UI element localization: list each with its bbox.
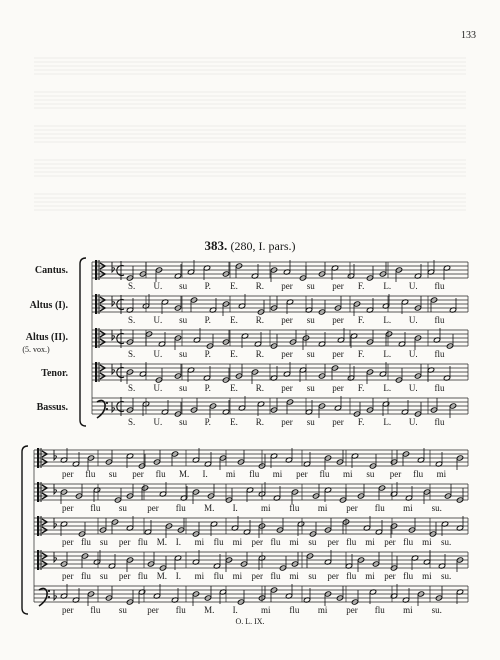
lyric-syllable: per bbox=[118, 537, 131, 547]
lyric-syllable: S. bbox=[128, 315, 136, 325]
lyric-syllable: M. bbox=[156, 537, 168, 547]
lyric-syllable: P. bbox=[204, 383, 211, 393]
lyric-syllable: flu bbox=[270, 571, 281, 581]
lyric-syllable: E. bbox=[230, 281, 238, 291]
system2-clef-2 bbox=[37, 516, 39, 536]
lyric-syllable: F. bbox=[357, 315, 365, 325]
lyric-syllable: per bbox=[281, 417, 293, 427]
lyric-syllable: U. bbox=[153, 281, 163, 291]
lyric-syllable: flu bbox=[434, 349, 445, 359]
lyric-syllable: R. bbox=[255, 349, 264, 359]
lyric-syllable: su bbox=[179, 383, 188, 393]
lyric-syllable: mi bbox=[365, 537, 375, 547]
lyric-syllable: per bbox=[332, 383, 344, 393]
lyric-syllable: flu bbox=[346, 537, 357, 547]
lyric-syllable: P. bbox=[204, 349, 211, 359]
lyric-syllable: mi bbox=[289, 571, 299, 581]
lyric-syllable: U. bbox=[408, 383, 418, 393]
system2-flat-0 bbox=[54, 450, 57, 460]
lyric-syllable: su bbox=[179, 349, 188, 359]
lyric-syllable: L. bbox=[383, 281, 392, 291]
lyric-syllable: I. bbox=[232, 503, 238, 513]
voice-name-altus-1: Altus (I). bbox=[29, 300, 68, 311]
lyric-syllable: flu bbox=[270, 537, 281, 547]
lyric-syllable: E. bbox=[230, 383, 238, 393]
system1-flat-1 bbox=[112, 296, 115, 306]
lyric-syllable: mi bbox=[317, 503, 328, 513]
system1-flat-0 bbox=[112, 262, 115, 272]
lyric-syllable: per bbox=[281, 281, 293, 291]
lyric-syllable: flu bbox=[346, 571, 357, 581]
lyric-syllable: L. bbox=[383, 383, 392, 393]
lyric-syllable: per bbox=[346, 503, 358, 513]
system2-clef-4 bbox=[39, 588, 47, 606]
lyric-syllable: per bbox=[62, 571, 74, 581]
lyric-syllable: flu bbox=[403, 537, 414, 547]
lyric-syllable: su bbox=[366, 469, 375, 479]
lyric-syllable: mi bbox=[232, 537, 243, 547]
system1-clef-4 bbox=[97, 400, 105, 418]
system2-clef-3-thin bbox=[41, 550, 42, 570]
lyric-syllable: flu bbox=[155, 469, 166, 479]
lyric-syllable: mi bbox=[342, 469, 353, 479]
lyric-syllable: flu bbox=[85, 469, 96, 479]
lyric-syllable: per bbox=[332, 349, 344, 359]
lyric-syllable: mi bbox=[232, 571, 243, 581]
lyric-syllable: flu bbox=[319, 469, 330, 479]
voice-name-altus-2: Altus (II). bbox=[25, 332, 68, 343]
lyric-syllable: su bbox=[308, 537, 317, 547]
lyric-syllable: su. bbox=[431, 605, 442, 615]
lyric-syllable: I. bbox=[175, 537, 181, 547]
voice-name-tenor: Tenor. bbox=[41, 368, 68, 379]
lyric-syllable: R. bbox=[255, 383, 264, 393]
lyric-syllable: F. bbox=[357, 417, 365, 427]
lyric-syllable: flu bbox=[249, 469, 260, 479]
lyric-syllable: flu bbox=[90, 605, 101, 615]
lyric-syllable: per bbox=[346, 605, 358, 615]
lyric-syllable: mi bbox=[194, 571, 205, 581]
page-number: 133 bbox=[461, 30, 476, 41]
lyric-syllable: su bbox=[99, 537, 108, 547]
voice-name-cantus: Cantus. bbox=[34, 265, 68, 276]
lyric-syllable: U. bbox=[153, 315, 163, 325]
system1-clef-4-dot bbox=[106, 402, 108, 404]
lyric-syllable: M. bbox=[156, 571, 168, 581]
system2-flat-1 bbox=[54, 484, 57, 494]
lyric-syllable: flu bbox=[175, 605, 186, 615]
system1-clef-0 bbox=[95, 260, 97, 280]
lyric-syllable: per bbox=[296, 469, 308, 479]
lyric-syllable: mi bbox=[194, 537, 205, 547]
piece-subtitle: (280, I. pars.) bbox=[230, 239, 296, 253]
lyric-syllable: su bbox=[179, 315, 188, 325]
lyric-syllable: per bbox=[62, 503, 74, 513]
lyric-syllable: mi bbox=[317, 605, 328, 615]
lyric-syllable: flu bbox=[175, 503, 186, 513]
lyric-syllable: per bbox=[389, 469, 402, 479]
lyric-syllable: per bbox=[281, 383, 293, 393]
lyric-syllable: S. bbox=[128, 383, 136, 393]
lyric-syllable: flu bbox=[434, 315, 445, 325]
lyric-syllable: U. bbox=[408, 349, 418, 359]
lyric-syllable: mi bbox=[403, 605, 413, 615]
lyric-syllable: flu bbox=[213, 571, 224, 581]
system1-clef-1 bbox=[95, 294, 97, 314]
system1-clef-4-dot bbox=[106, 408, 108, 410]
system2-clef-1 bbox=[37, 482, 39, 502]
lyric-syllable: flu bbox=[289, 503, 300, 513]
lyric-syllable: flu bbox=[80, 537, 91, 547]
lyric-syllable: su bbox=[306, 315, 315, 325]
lyric-syllable: per bbox=[281, 315, 293, 325]
lyric-syllable: E. bbox=[230, 417, 238, 427]
lyric-syllable: flu bbox=[374, 503, 385, 513]
lyric-syllable: per bbox=[251, 571, 264, 581]
lyric-syllable: U. bbox=[153, 349, 163, 359]
lyric-syllable: U. bbox=[408, 417, 418, 427]
lyric-syllable: su. bbox=[441, 571, 452, 581]
lyric-syllable: per bbox=[62, 537, 74, 547]
lyric-syllable: su bbox=[306, 383, 315, 393]
lyric-syllable: S. bbox=[128, 281, 136, 291]
system1-clef-0-thin bbox=[99, 260, 100, 280]
system1-flat-2 bbox=[112, 330, 115, 340]
lyric-syllable: su bbox=[179, 281, 188, 291]
lyric-syllable: R. bbox=[255, 281, 264, 291]
lyric-syllable: per bbox=[327, 537, 339, 547]
lyric-syllable: mi bbox=[365, 571, 375, 581]
lyric-syllable: per bbox=[332, 281, 344, 291]
lyric-syllable: su bbox=[99, 571, 108, 581]
lyric-syllable: flu bbox=[434, 417, 445, 427]
lyric-syllable: su bbox=[179, 417, 188, 427]
lyric-syllable: E. bbox=[230, 349, 238, 359]
lyric-syllable: flu bbox=[434, 281, 445, 291]
lyric-syllable: mi bbox=[261, 605, 271, 615]
lyric-syllable: flu bbox=[374, 605, 385, 615]
lyric-syllable: per bbox=[281, 349, 293, 359]
lyric-syllable: mi bbox=[422, 537, 432, 547]
lyric-syllable: P. bbox=[204, 281, 211, 291]
system1-clef-3-thin bbox=[99, 362, 100, 382]
lyric-syllable: per bbox=[327, 571, 339, 581]
system2-clef-3 bbox=[37, 550, 39, 570]
voice-name-bassus: Bassus. bbox=[36, 402, 68, 413]
lyric-syllable: flu bbox=[137, 571, 148, 581]
lyric-syllable: mi bbox=[225, 469, 236, 479]
system2-clef-0 bbox=[37, 448, 39, 468]
lyric-syllable: L. bbox=[383, 417, 392, 427]
lyric-syllable: per bbox=[132, 469, 144, 479]
lyric-syllable: su bbox=[118, 605, 127, 615]
lyric-syllable: U. bbox=[153, 383, 163, 393]
lyric-syllable: per bbox=[332, 417, 344, 427]
lyric-syllable: per bbox=[62, 605, 74, 615]
lyric-syllable: M. bbox=[204, 605, 215, 615]
lyric-syllable: su bbox=[306, 417, 315, 427]
lyric-syllable: mi bbox=[289, 537, 299, 547]
lyric-syllable: flu bbox=[434, 383, 445, 393]
lyric-syllable: R. bbox=[255, 315, 264, 325]
lyric-syllable: U. bbox=[153, 417, 163, 427]
lyric-syllable: L. bbox=[383, 315, 392, 325]
lyric-syllable: per bbox=[251, 537, 264, 547]
lyric-syllable: mi bbox=[422, 571, 432, 581]
lyric-syllable: I. bbox=[232, 605, 238, 615]
system2-clef-4-dot bbox=[48, 590, 50, 592]
lyric-syllable: per bbox=[62, 469, 74, 479]
system1-clef-1-thin bbox=[99, 294, 100, 314]
lyric-syllable: R. bbox=[255, 417, 264, 427]
lyric-syllable: L. bbox=[383, 349, 392, 359]
lyric-syllable: mi bbox=[261, 503, 271, 513]
lyric-syllable: P. bbox=[204, 417, 211, 427]
system1-flat-3 bbox=[112, 364, 115, 374]
lyric-syllable: F. bbox=[357, 281, 365, 291]
system1-clef-2 bbox=[95, 328, 97, 348]
system2-clef-4-dot bbox=[48, 596, 50, 598]
system1-clef-3 bbox=[95, 362, 97, 382]
lyric-syllable: su. bbox=[431, 503, 442, 513]
voice-note-fifth-voice: (5. vox.) bbox=[22, 345, 50, 354]
lyric-syllable: U. bbox=[408, 281, 418, 291]
system2-clef-0-thin bbox=[41, 448, 42, 468]
system2-bracket bbox=[22, 446, 28, 614]
lyric-syllable: su bbox=[306, 349, 315, 359]
lyric-syllable: M. bbox=[179, 469, 190, 479]
lyric-syllable: flu bbox=[289, 605, 300, 615]
lyric-syllable: P. bbox=[204, 315, 211, 325]
system1-flat-4 bbox=[112, 402, 115, 412]
system2-flat-2 bbox=[54, 518, 57, 528]
lyric-syllable: I. bbox=[175, 571, 181, 581]
lyric-syllable: S. bbox=[128, 349, 136, 359]
lyric-syllable: per bbox=[384, 537, 396, 547]
lyric-syllable: flu bbox=[213, 537, 224, 547]
lyric-syllable: flu bbox=[90, 503, 101, 513]
lyric-syllable: F. bbox=[357, 383, 365, 393]
lyric-syllable: E. bbox=[230, 315, 238, 325]
lyric-syllable: su. bbox=[441, 537, 452, 547]
system1-bracket bbox=[80, 258, 86, 426]
lyric-syllable: su bbox=[108, 469, 117, 479]
lyric-syllable: flu bbox=[80, 571, 91, 581]
piece-number: 383. bbox=[204, 238, 228, 253]
lyric-syllable: flu bbox=[403, 571, 414, 581]
lyric-syllable: F. bbox=[357, 349, 365, 359]
system2-flat-3 bbox=[54, 552, 57, 562]
lyric-syllable: per bbox=[384, 571, 396, 581]
system2-clef-2-thin bbox=[41, 516, 42, 536]
lyric-syllable: flu bbox=[137, 537, 148, 547]
lyric-syllable: per bbox=[147, 503, 159, 513]
lyric-syllable: su bbox=[306, 281, 315, 291]
lyric-syllable: su bbox=[308, 571, 317, 581]
lyric-syllable: S. bbox=[128, 417, 136, 427]
lyric-syllable: U. bbox=[408, 315, 418, 325]
lyric-syllable: flu bbox=[413, 469, 424, 479]
system1-clef-2-thin bbox=[99, 328, 100, 348]
lyric-syllable: su bbox=[118, 503, 127, 513]
system2-clef-1-thin bbox=[41, 482, 42, 502]
lyric-syllable: per bbox=[118, 571, 131, 581]
lyric-syllable: mi bbox=[272, 469, 283, 479]
page-footer: O. L. IX. bbox=[235, 617, 265, 626]
system2-flat-4 bbox=[54, 590, 57, 600]
lyric-syllable: per bbox=[332, 315, 344, 325]
lyric-syllable: mi bbox=[436, 469, 447, 479]
lyric-syllable: M. bbox=[204, 503, 215, 513]
lyric-syllable: per bbox=[147, 605, 159, 615]
lyric-syllable: I. bbox=[202, 469, 208, 479]
lyric-syllable: mi bbox=[403, 503, 413, 513]
